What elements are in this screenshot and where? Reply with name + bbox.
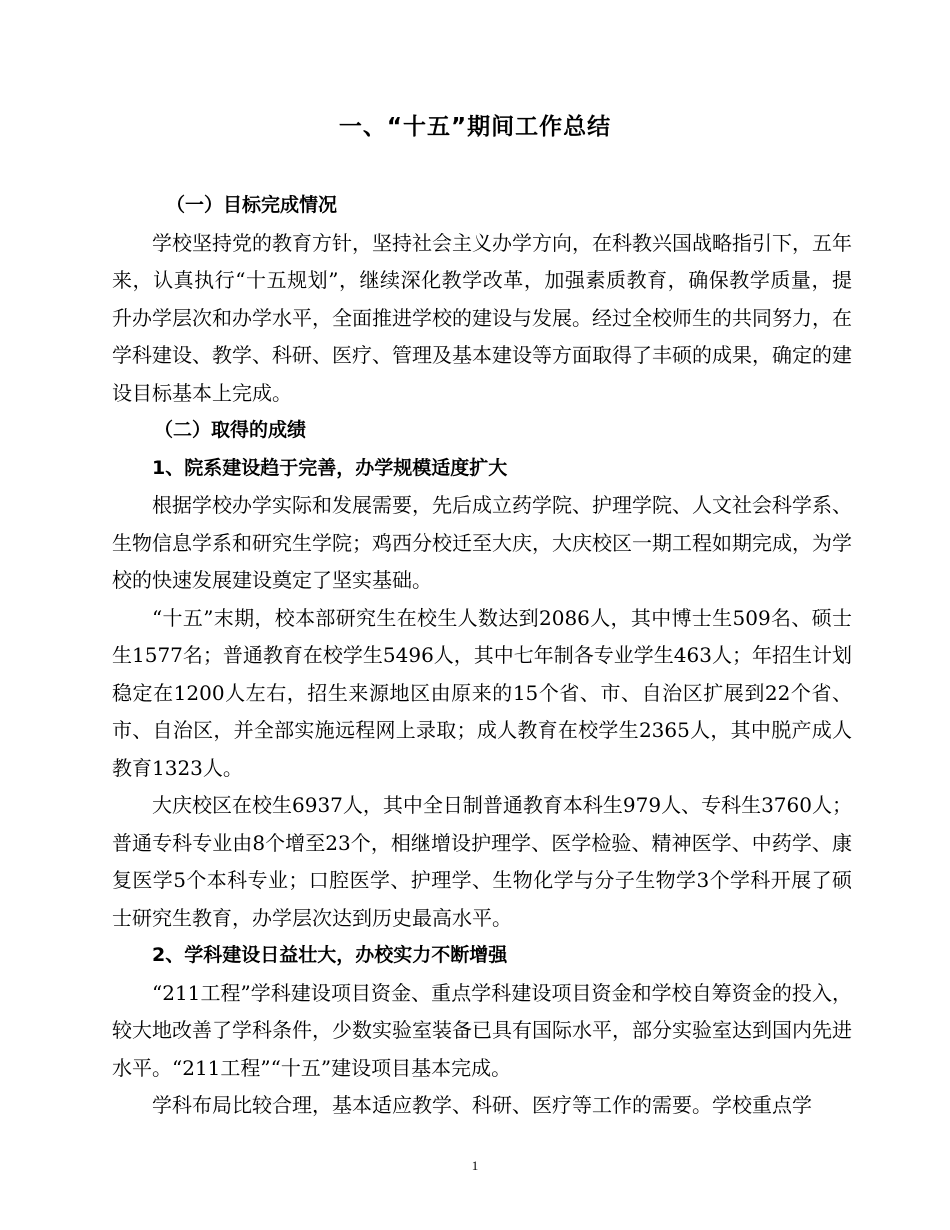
paragraph: 学科布局比较合理，基本适应教学、科研、医疗等工作的需要。学校重点学 xyxy=(152,1093,812,1117)
page-title: 一、“十五”期间工作总结 xyxy=(338,114,612,140)
section-heading-achievements: （二）取得的成绩 xyxy=(154,419,307,441)
subsection-heading-disciplines: 2、学科建设日益壮大，办校实力不断增强 xyxy=(152,944,508,966)
subsection-heading-departments: 1、院系建设趋于完善，办学规模适度扩大 xyxy=(152,456,508,479)
document-body xyxy=(112,187,852,1125)
paragraph: “十五”末期，校本部研究生在校生人数达到2086人，其中博士生509名、硕士生1577名；普通教育在校学生5496人，其中七年制各专业学生463人；年招生计划稳定在1200人左右，招生来源地区由原来的15个省、市、自治区扩展到22个省、市、自治区，并全部实施远程网上录取；成人教育在校学生2365人，其中脱产成人教育1323人。 xyxy=(112,605,852,780)
paragraph: 大庆校区在校生6937人，其中全日制普通教育本科生979人、专科生3760人；普通专科专业由8个增至23个，相继增设护理学、医学检验、精神医学、中药学、康复医学5个本科专业；口腔医学、护理学、生物化学与分子生物学3个学科开展了硕士研究生教育，办学层次达到历史最高水平。 xyxy=(112,793,852,930)
page-number: 1 xyxy=(471,1158,479,1173)
paragraph: “211工程”学科建设项目资金、重点学科建设项目资金和学校自筹资金的投入，较大地改善了学科条件，少数实验室装备已具有国际水平，部分实验室达到国内先进水平。“211工程”“十五”建设项目基本完成。 xyxy=(112,980,852,1080)
paragraph: 根据学校办学实际和发展需要，先后成立药学院、护理学院、人文社会科学系、生物信息学系和研究生学院；鸡西分校迁至大庆，大庆校区一期工程如期完成，为学校的快速发展建设奠定了坚实基础。 xyxy=(112,493,852,592)
section-heading-goals: （一）目标完成情况 xyxy=(166,194,338,216)
paragraph: 学校坚持党的教育方针，坚持社会主义办学方向，在科教兴国战略指引下，五年来，认真执行“十五规划”，继续深化教学改革，加强素质教育，确保教学质量，提升办学层次和办学水平，全面推进学校的建设与发展。经过全校师生的共同努力，在学科建设、教学、科研、医疗、管理及基本建设等方面取得了丰硕的成果，确定的建设目标基本上完成。 xyxy=(112,230,852,405)
